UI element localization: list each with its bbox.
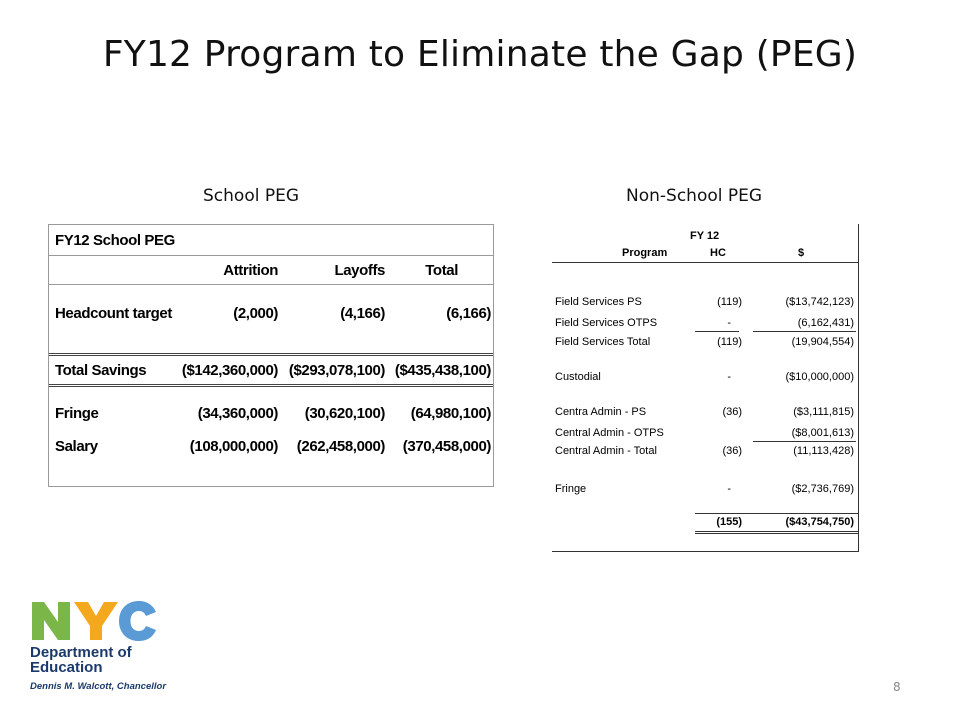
row-label-total-savings: Total Savings xyxy=(55,362,147,379)
cell-amount: ($3,111,815) xyxy=(793,406,854,418)
cell: ($142,360,000) xyxy=(181,362,278,379)
nyc-wordmark-icon xyxy=(30,598,160,644)
cell-amount: (19,904,554) xyxy=(791,336,854,348)
row-label: Central Admin - Total xyxy=(555,445,657,457)
divider xyxy=(552,262,858,263)
year-header: FY 12 xyxy=(690,230,720,242)
row-label: Field Services Total xyxy=(555,336,651,348)
cell: (64,980,100) xyxy=(410,405,491,422)
nyc-doe-logo xyxy=(30,598,170,693)
school-peg-header: FY12 School PEG xyxy=(55,232,175,249)
school-peg-subtitle: School PEG xyxy=(203,186,300,206)
cell: (108,000,000) xyxy=(189,438,278,455)
school-peg-table xyxy=(48,224,494,487)
underline xyxy=(695,331,739,332)
cell-amount: ($13,742,123) xyxy=(785,296,854,308)
divider xyxy=(49,255,493,256)
cell: ($435,438,100) xyxy=(394,362,491,379)
divider xyxy=(49,384,493,387)
divider xyxy=(49,353,493,356)
row-label: Centra Admin - PS xyxy=(555,406,647,418)
column-header-total: Total xyxy=(425,262,458,279)
cell: (370,458,000) xyxy=(402,438,491,455)
row-label-salary: Salary xyxy=(55,438,98,455)
logo-chancellor: Dennis M. Walcott, Chancellor xyxy=(30,681,167,692)
cell-amount: ($8,001,613) xyxy=(791,427,854,439)
column-header-layoffs: Layoffs xyxy=(334,262,385,279)
page-number: 8 xyxy=(893,680,901,694)
underline xyxy=(753,441,856,442)
row-label-headcount: Headcount target xyxy=(55,305,172,322)
non-school-peg-table xyxy=(552,224,859,552)
cell-hc: - xyxy=(727,483,731,495)
cell-amount: (11,113,428) xyxy=(793,445,854,457)
column-header-attrition: Attrition xyxy=(223,262,278,279)
row-label: Fringe xyxy=(555,483,587,495)
cell-hc: (36) xyxy=(722,406,742,418)
cell: (6,166) xyxy=(446,305,491,322)
double-underline xyxy=(695,531,858,534)
cell: (4,166) xyxy=(340,305,385,322)
row-label: Field Services OTPS xyxy=(555,317,658,329)
cell-amount: (6,162,431) xyxy=(797,317,854,329)
row-label: Custodial xyxy=(555,371,601,383)
total-amount: ($43,754,750) xyxy=(785,516,854,528)
row-label: Field Services PS xyxy=(555,296,642,308)
underline xyxy=(753,331,856,332)
cell: (2,000) xyxy=(233,305,278,322)
logo-department: Department of Education xyxy=(30,644,132,676)
column-header-program: Program xyxy=(622,247,668,259)
underline xyxy=(695,513,858,514)
cell-amount: ($2,736,769) xyxy=(791,483,854,495)
non-school-peg-subtitle: Non-School PEG xyxy=(626,186,763,206)
row-label: Central Admin - OTPS xyxy=(555,427,664,439)
slide-title: FY12 Program to Eliminate the Gap (PEG) xyxy=(102,34,858,75)
divider xyxy=(49,284,493,285)
cell-hc: (119) xyxy=(717,336,742,348)
cell-hc: (119) xyxy=(717,296,742,308)
cell-hc: - xyxy=(727,317,731,329)
cell: (30,620,100) xyxy=(304,405,385,422)
column-header-hc: HC xyxy=(710,247,726,259)
total-hc: (155) xyxy=(716,516,742,528)
cell-hc: (36) xyxy=(722,445,742,457)
cell: (34,360,000) xyxy=(197,405,278,422)
row-label-fringe: Fringe xyxy=(55,405,99,422)
cell-hc: - xyxy=(727,371,731,383)
cell: ($293,078,100) xyxy=(288,362,385,379)
cell-amount: ($10,000,000) xyxy=(785,371,854,383)
cell: (262,458,000) xyxy=(296,438,385,455)
column-header-amount: $ xyxy=(798,247,805,259)
